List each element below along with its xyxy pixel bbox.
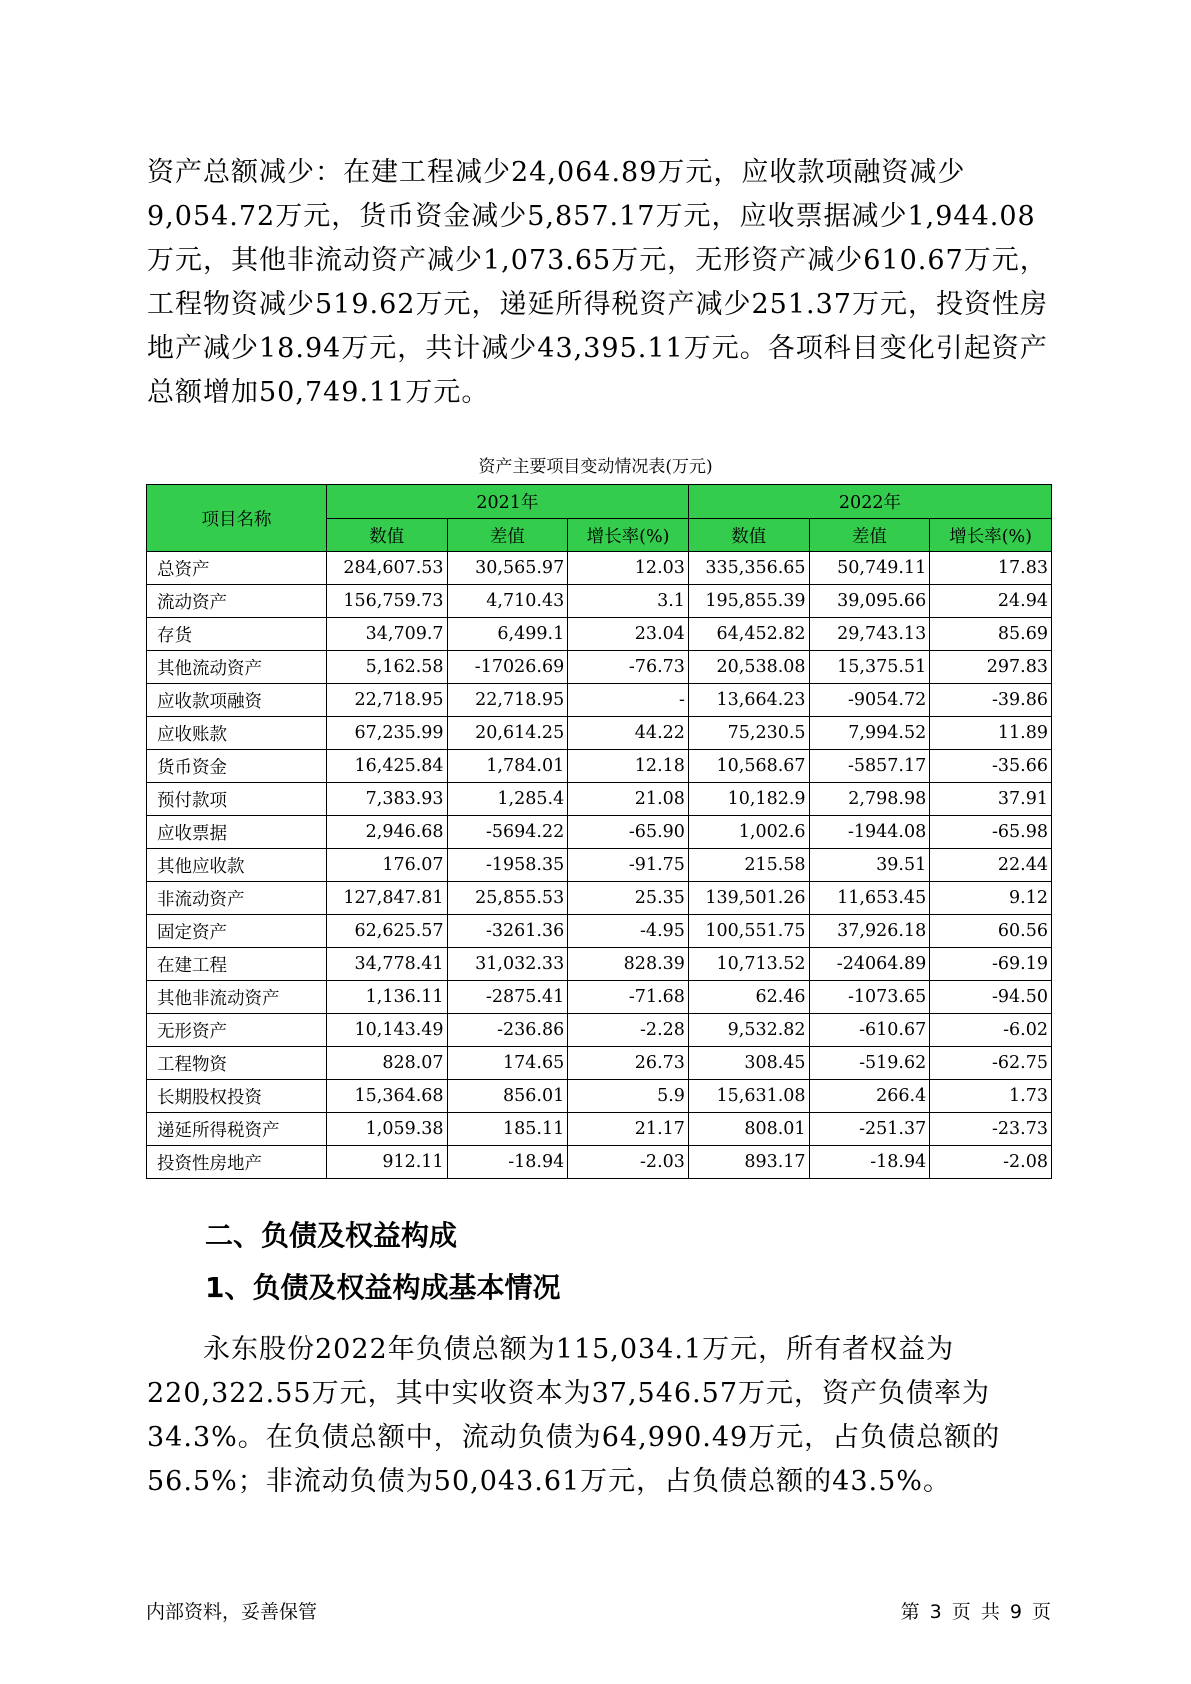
cell-item-name: 在建工程 bbox=[147, 948, 327, 981]
cell-item-name: 存货 bbox=[147, 618, 327, 651]
cell-rate-2021: -2.28 bbox=[568, 1014, 689, 1047]
table-row bbox=[147, 1146, 1052, 1179]
cell-diff-2022: 39.51 bbox=[809, 849, 930, 882]
cell-rate-2021: 21.08 bbox=[568, 783, 689, 816]
cell-rate-2021: 21.17 bbox=[568, 1113, 689, 1146]
cell-item-name: 无形资产 bbox=[147, 1014, 327, 1047]
cell-rate-2021: 44.22 bbox=[568, 717, 689, 750]
cell-diff-2021: 1,285.4 bbox=[447, 783, 568, 816]
table-row bbox=[147, 552, 1052, 585]
cell-value-2022: 75,230.5 bbox=[688, 717, 809, 750]
cell-diff-2022: -9054.72 bbox=[809, 684, 930, 717]
cell-item-name: 其他应收款 bbox=[147, 849, 327, 882]
cell-item-name: 应收票据 bbox=[147, 816, 327, 849]
cell-value-2022: 10,182.9 bbox=[688, 783, 809, 816]
cell-item-name: 工程物资 bbox=[147, 1047, 327, 1080]
header-diff-2022: 差值 bbox=[809, 519, 930, 552]
cell-diff-2022: -1944.08 bbox=[809, 816, 930, 849]
footer-confidential-note: 内部资料，妥善保管 bbox=[146, 1601, 318, 1623]
cell-item-name: 应收账款 bbox=[147, 717, 327, 750]
cell-value-2021: 1,136.11 bbox=[326, 981, 447, 1014]
cell-value-2021: 16,425.84 bbox=[326, 750, 447, 783]
subsection-heading: 1、负债及权益构成基本情况 bbox=[205, 1271, 561, 1304]
cell-value-2021: 62,625.57 bbox=[326, 915, 447, 948]
intro-paragraph: 资产总额减少：在建工程减少24,064.89万元，应收款项融资减少9,054.72万元，货币资金减少5,857.17万元，应收票据减少1,944.08万元，其他非流动资产减少1,073.65万元，无形资产减少610.67万元，工程物资减少519.62万元，递延所得税资产减少251.37万元，投资性房地产减少18.94万元，共计减少43,395.11万元。各项科目变化引起资产总额增加50,749.11万元。 bbox=[147, 157, 1048, 408]
cell-item-name: 长期股权投资 bbox=[147, 1080, 327, 1113]
cell-rate-2022: -39.86 bbox=[930, 684, 1052, 717]
cell-value-2021: 828.07 bbox=[326, 1047, 447, 1080]
table-row bbox=[147, 618, 1052, 651]
cell-diff-2022: 2,798.98 bbox=[809, 783, 930, 816]
cell-diff-2021: 185.11 bbox=[447, 1113, 568, 1146]
table-row bbox=[147, 585, 1052, 618]
cell-rate-2022: 22.44 bbox=[930, 849, 1052, 882]
cell-rate-2022: -2.08 bbox=[930, 1146, 1052, 1179]
cell-value-2022: 1,002.6 bbox=[688, 816, 809, 849]
table-row bbox=[147, 948, 1052, 981]
cell-diff-2021: -3261.36 bbox=[447, 915, 568, 948]
cell-rate-2022: 24.94 bbox=[930, 585, 1052, 618]
cell-diff-2021: 4,710.43 bbox=[447, 585, 568, 618]
cell-value-2022: 215.58 bbox=[688, 849, 809, 882]
cell-rate-2022: -65.98 bbox=[930, 816, 1052, 849]
cell-value-2021: 22,718.95 bbox=[326, 684, 447, 717]
cell-rate-2021: 25.35 bbox=[568, 882, 689, 915]
header-year-2021: 2021年 bbox=[326, 485, 688, 519]
table-row bbox=[147, 882, 1052, 915]
header-year-2022: 2022年 bbox=[688, 485, 1051, 519]
header-diff-2021: 差值 bbox=[447, 519, 568, 552]
cell-rate-2021: 26.73 bbox=[568, 1047, 689, 1080]
cell-rate-2022: 17.83 bbox=[930, 552, 1052, 585]
cell-value-2022: 62.46 bbox=[688, 981, 809, 1014]
table-row bbox=[147, 816, 1052, 849]
cell-diff-2021: 174.65 bbox=[447, 1047, 568, 1080]
cell-diff-2022: -251.37 bbox=[809, 1113, 930, 1146]
cell-rate-2021: -76.73 bbox=[568, 651, 689, 684]
cell-diff-2022: -5857.17 bbox=[809, 750, 930, 783]
cell-value-2021: 156,759.73 bbox=[326, 585, 447, 618]
cell-diff-2021: 25,855.53 bbox=[447, 882, 568, 915]
cell-diff-2021: -5694.22 bbox=[447, 816, 568, 849]
cell-value-2021: 10,143.49 bbox=[326, 1014, 447, 1047]
cell-diff-2022: 39,095.66 bbox=[809, 585, 930, 618]
cell-value-2021: 15,364.68 bbox=[326, 1080, 447, 1113]
table-row bbox=[147, 849, 1052, 882]
cell-diff-2022: -18.94 bbox=[809, 1146, 930, 1179]
cell-item-name: 预付款项 bbox=[147, 783, 327, 816]
table-row bbox=[147, 915, 1052, 948]
cell-rate-2021: 828.39 bbox=[568, 948, 689, 981]
cell-rate-2021: 5.9 bbox=[568, 1080, 689, 1113]
cell-rate-2021: 12.18 bbox=[568, 750, 689, 783]
table-row bbox=[147, 684, 1052, 717]
header-value-2021: 数值 bbox=[326, 519, 447, 552]
cell-item-name: 其他流动资产 bbox=[147, 651, 327, 684]
cell-diff-2021: 856.01 bbox=[447, 1080, 568, 1113]
cell-diff-2022: 266.4 bbox=[809, 1080, 930, 1113]
cell-rate-2021: - bbox=[568, 684, 689, 717]
cell-value-2022: 808.01 bbox=[688, 1113, 809, 1146]
cell-diff-2021: -17026.69 bbox=[447, 651, 568, 684]
cell-diff-2022: 37,926.18 bbox=[809, 915, 930, 948]
table-row bbox=[147, 783, 1052, 816]
cell-value-2022: 20,538.08 bbox=[688, 651, 809, 684]
cell-rate-2022: 1.73 bbox=[930, 1080, 1052, 1113]
cell-diff-2021: 6,499.1 bbox=[447, 618, 568, 651]
table-row bbox=[147, 750, 1052, 783]
cell-value-2022: 195,855.39 bbox=[688, 585, 809, 618]
cell-rate-2021: -71.68 bbox=[568, 981, 689, 1014]
cell-diff-2021: -18.94 bbox=[447, 1146, 568, 1179]
cell-item-name: 固定资产 bbox=[147, 915, 327, 948]
cell-rate-2022: -69.19 bbox=[930, 948, 1052, 981]
header-item-name: 项目名称 bbox=[147, 485, 327, 552]
header-rate-2021: 增长率(%) bbox=[568, 519, 689, 552]
cell-value-2022: 139,501.26 bbox=[688, 882, 809, 915]
cell-item-name: 货币资金 bbox=[147, 750, 327, 783]
cell-value-2022: 64,452.82 bbox=[688, 618, 809, 651]
cell-value-2022: 893.17 bbox=[688, 1146, 809, 1179]
cell-value-2022: 15,631.08 bbox=[688, 1080, 809, 1113]
cell-diff-2021: 31,032.33 bbox=[447, 948, 568, 981]
cell-value-2022: 9,532.82 bbox=[688, 1014, 809, 1047]
cell-rate-2022: -94.50 bbox=[930, 981, 1052, 1014]
cell-diff-2021: 30,565.97 bbox=[447, 552, 568, 585]
cell-diff-2022: 7,994.52 bbox=[809, 717, 930, 750]
table-row bbox=[147, 981, 1052, 1014]
cell-diff-2022: 11,653.45 bbox=[809, 882, 930, 915]
cell-diff-2021: -2875.41 bbox=[447, 981, 568, 1014]
cell-rate-2022: -62.75 bbox=[930, 1047, 1052, 1080]
table-row bbox=[147, 1014, 1052, 1047]
cell-rate-2022: 11.89 bbox=[930, 717, 1052, 750]
cell-value-2021: 284,607.53 bbox=[326, 552, 447, 585]
cell-value-2021: 67,235.99 bbox=[326, 717, 447, 750]
cell-value-2021: 176.07 bbox=[326, 849, 447, 882]
section-heading: 二、负债及权益构成 bbox=[205, 1219, 458, 1252]
cell-value-2022: 10,713.52 bbox=[688, 948, 809, 981]
cell-rate-2021: -4.95 bbox=[568, 915, 689, 948]
table-row bbox=[147, 1047, 1052, 1080]
cell-diff-2021: 1,784.01 bbox=[447, 750, 568, 783]
cell-rate-2021: 3.1 bbox=[568, 585, 689, 618]
cell-diff-2022: 50,749.11 bbox=[809, 552, 930, 585]
cell-item-name: 其他非流动资产 bbox=[147, 981, 327, 1014]
cell-item-name: 投资性房地产 bbox=[147, 1146, 327, 1179]
cell-rate-2022: -35.66 bbox=[930, 750, 1052, 783]
cell-item-name: 应收款项融资 bbox=[147, 684, 327, 717]
cell-rate-2021: -2.03 bbox=[568, 1146, 689, 1179]
cell-rate-2021: -65.90 bbox=[568, 816, 689, 849]
cell-diff-2021: -1958.35 bbox=[447, 849, 568, 882]
cell-value-2022: 308.45 bbox=[688, 1047, 809, 1080]
cell-rate-2022: 297.83 bbox=[930, 651, 1052, 684]
footer-page-number: 第 3 页 共 9 页 bbox=[900, 1601, 1051, 1623]
asset-changes-table bbox=[146, 484, 1052, 1179]
cell-value-2022: 10,568.67 bbox=[688, 750, 809, 783]
cell-diff-2021: -236.86 bbox=[447, 1014, 568, 1047]
table-row bbox=[147, 651, 1052, 684]
cell-rate-2022: -23.73 bbox=[930, 1113, 1052, 1146]
body-paragraph: 永东股份2022年负债总额为115,034.1万元，所有者权益为220,322.55万元，其中实收资本为37,546.57万元，资产负债率为34.3%。在负债总额中，流动负债为64,990.49万元，占负债总额的56.5%；非流动负债为50,043.61万元，占负债总额的43.5%。 bbox=[147, 1334, 1001, 1497]
cell-rate-2022: 85.69 bbox=[930, 618, 1052, 651]
cell-rate-2022: -6.02 bbox=[930, 1014, 1052, 1047]
cell-value-2021: 34,709.7 bbox=[326, 618, 447, 651]
table-row bbox=[147, 717, 1052, 750]
cell-item-name: 总资产 bbox=[147, 552, 327, 585]
cell-value-2021: 5,162.58 bbox=[326, 651, 447, 684]
cell-item-name: 流动资产 bbox=[147, 585, 327, 618]
header-rate-2022: 增长率(%) bbox=[930, 519, 1052, 552]
header-value-2022: 数值 bbox=[688, 519, 809, 552]
cell-diff-2022: 15,375.51 bbox=[809, 651, 930, 684]
table-row bbox=[147, 1080, 1052, 1113]
cell-value-2022: 100,551.75 bbox=[688, 915, 809, 948]
cell-value-2021: 7,383.93 bbox=[326, 783, 447, 816]
cell-value-2021: 2,946.68 bbox=[326, 816, 447, 849]
cell-rate-2021: 12.03 bbox=[568, 552, 689, 585]
cell-diff-2021: 22,718.95 bbox=[447, 684, 568, 717]
cell-diff-2022: -519.62 bbox=[809, 1047, 930, 1080]
cell-rate-2022: 9.12 bbox=[930, 882, 1052, 915]
cell-diff-2022: -610.67 bbox=[809, 1014, 930, 1047]
cell-diff-2021: 20,614.25 bbox=[447, 717, 568, 750]
cell-value-2021: 34,778.41 bbox=[326, 948, 447, 981]
cell-value-2021: 912.11 bbox=[326, 1146, 447, 1179]
cell-value-2022: 335,356.65 bbox=[688, 552, 809, 585]
cell-diff-2022: 29,743.13 bbox=[809, 618, 930, 651]
cell-value-2021: 1,059.38 bbox=[326, 1113, 447, 1146]
cell-item-name: 递延所得税资产 bbox=[147, 1113, 327, 1146]
cell-item-name: 非流动资产 bbox=[147, 882, 327, 915]
table-body bbox=[147, 552, 1052, 1179]
cell-diff-2022: -24064.89 bbox=[809, 948, 930, 981]
cell-diff-2022: -1073.65 bbox=[809, 981, 930, 1014]
cell-value-2022: 13,664.23 bbox=[688, 684, 809, 717]
cell-rate-2022: 60.56 bbox=[930, 915, 1052, 948]
table-title: 资产主要项目变动情况表(万元) bbox=[478, 457, 713, 477]
table-row bbox=[147, 1113, 1052, 1146]
cell-value-2021: 127,847.81 bbox=[326, 882, 447, 915]
cell-rate-2022: 37.91 bbox=[930, 783, 1052, 816]
cell-rate-2021: -91.75 bbox=[568, 849, 689, 882]
cell-rate-2021: 23.04 bbox=[568, 618, 689, 651]
